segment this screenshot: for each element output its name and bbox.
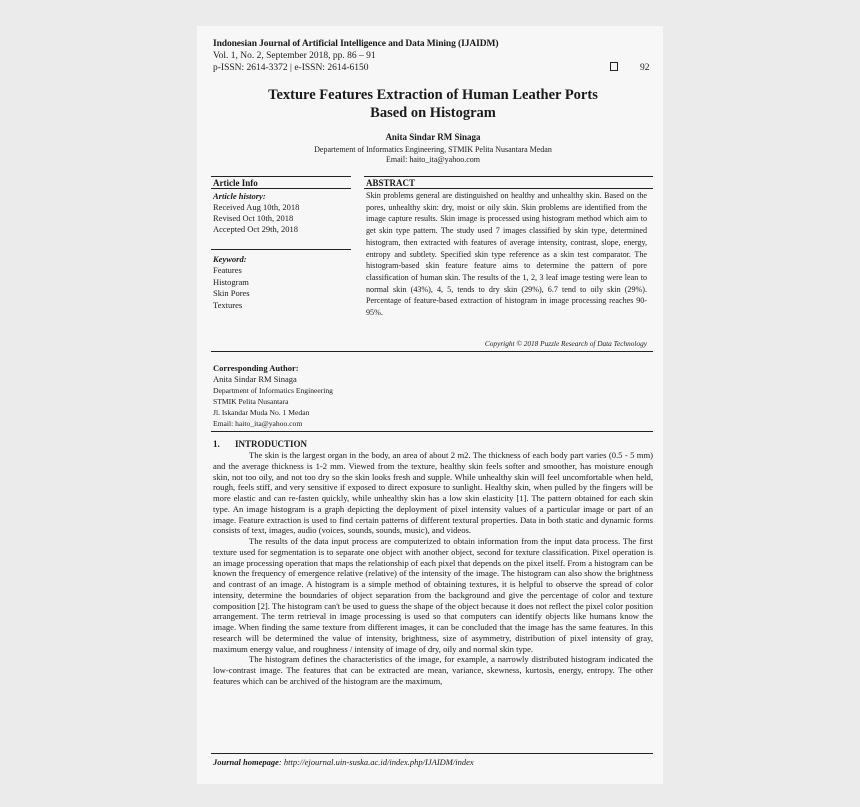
accepted-date: Accepted Oct 29th, 2018 <box>213 224 298 234</box>
paper-title <box>213 86 653 122</box>
author-email: Email: haito_ita@yahoo.com <box>385 155 480 164</box>
corresponding-bottom-rule <box>211 431 653 432</box>
journal-name: Indonesian Journal of Artificial Intelligence and Data Mining (IJAIDM) <box>213 39 499 49</box>
abstract-top-rule <box>364 176 653 177</box>
section-heading <box>213 439 307 449</box>
paper-title-line-1: Texture Features Extraction of Human Leather Ports <box>268 87 598 103</box>
introduction-body <box>213 450 653 687</box>
journal-issn: p-ISSN: 2614-3372 | e-ISSN: 2614-6150 <box>213 63 369 73</box>
paper-title-line-2: Based on Histogram <box>370 105 496 121</box>
author-name: Anita Sindar RM Sinaga <box>385 132 481 142</box>
keyword-item: Textures <box>213 300 243 310</box>
section-title: INTRODUCTION <box>235 439 308 449</box>
corresponding-department: Department of Informatics Engineering <box>213 386 333 395</box>
info-top-rule <box>211 176 351 177</box>
footer-rule <box>211 753 653 754</box>
body-paragraph: The results of the data input process are computerized to obtain information from the input data process. The first texture used for segmentation is to separate one object with another object, second for texture classification. Pixel operation is an image processing operation that maps the relationship of each pixel that depends on the pixel itself. From a histogram can be known the frequency of emergence relative (relative) of the intensity of the image. The histogram can also show the brightness and contrast of an image. A histogram is a simple method of obtaining textures, it is helpful to observe the spread of color intensity, determine the boundaries of object separation from the background and give the percentage of color and texture composition [2]. The histogram can't be used to guess the shape of the object because it does not reflect the pixel color position arrangement. The term retrieval in image processing is used so that computers can identify objects like humans know the image. When finding the same texture from different images, it can be concluded that the image has the same features. In this research will be determined the value of intensity, brightness, size of asymmetry, distribution of pixel intensity of gray, maximum energy value, and roughness / intensity of image of dry, oily and normal skin type. <box>213 536 653 654</box>
homepage-link[interactable]: http://ejournal.uin-suska.ac.id/index.php/IJAIDM/index <box>283 757 474 767</box>
received-date: Received Aug 10th, 2018 <box>213 202 300 212</box>
homepage-label: Journal homepage <box>213 757 279 767</box>
revised-date: Revised Oct 10th, 2018 <box>213 213 294 223</box>
keyword-item: Histogram <box>213 277 249 287</box>
page-number: 92 <box>640 63 650 73</box>
journal-homepage <box>213 757 474 767</box>
copyright-notice: Copyright © 2018 Puzzle Research of Data Technology <box>484 339 647 348</box>
homepage-colon: : <box>278 757 284 767</box>
keyword-item: Features <box>213 265 242 275</box>
journal-volume: Vol. 1, No. 2, September 2018, pp. 86 – 91 <box>213 51 376 61</box>
abstract-header-rule <box>364 188 653 189</box>
info-header-rule <box>211 188 351 189</box>
square-icon <box>610 62 618 71</box>
keyword-item: Skin Pores <box>213 288 250 298</box>
author-affiliation: Departement of Informatics Engineering, STMIK Pelita Nusantara Medan <box>314 145 552 154</box>
corresponding-author-title: Corresponding Author: <box>213 363 299 373</box>
corresponding-email: Email: haito_ita@yahoo.com <box>213 419 303 428</box>
history-divider <box>211 249 351 250</box>
keyword-title: Keyword: <box>213 254 247 264</box>
article-history-title: Article history: <box>213 191 266 201</box>
info-bottom-rule <box>211 351 653 352</box>
corresponding-name: Anita Sindar RM Sinaga <box>213 374 297 384</box>
abstract-text: Skin problems general are distinguished on healthy and unhealthy skin. Based on the pores, unhealthy skin: dry, moist or oily skin. Skin problems are identified from the image capture results. Skin image is processed using histogram method which aim to get skin type pattern. The study used 7 images classified by skin type, determined histogram, then extracted with features of average intensity, contrast, slope, energy, entropy and subtlety. Specified skin type reference as a skin test comparator. The histogram-based skin feature feature aims to determine the pattern of pore classification of human skin. The results of the 1, 2, 3 leaf image testing were lean to normal skin (43%), 4, 5, tends to dry skin (29%), 6.7 tend to oily skin (29%). Percentage of feature-based extraction of histogram in image processing reaches 90-95%. <box>366 191 647 318</box>
body-paragraph: The skin is the largest organ in the body, an area of about 2 m2. The thickness of each body part varies (0.5 - 5 mm) and the average thickness is 1-2 mm. Viewed from the texture, healthy skin feels softer and smoother, has moisture enough skin, not too oily, and not too dry so the skin looks fresh and supple. While unhealthy skin will feel uncomfortable when held, rough, feels stiff, and very sensitive if exposed to direct exposure to sunlight. Healthy skin, when pulled by the fingers will be more elastic and can re-fasten quickly, while unhealthy skin has a low skin elasticity [1]. The pattern obtained for each skin type. An image histogram is a graph depicting the deployment of pixel intensity values of a particular image or part of an image. Feature extraction is used to find certain patterns of different textural properties. Data in both static and dynamic forms consists of text, images, audio (voices, sounds, sounds, music), and videos. <box>213 450 653 536</box>
body-paragraph: The histogram defines the characteristics of the image, for example, a narrowly distributed histogram indicated the low-contrast image. The features that can be extracted are mean, variance, skewness, kurtosis, energy, entropy. The other features which can be archived of the histogram are the maximum, <box>213 654 653 686</box>
article-info-title: Article Info <box>213 178 258 188</box>
corresponding-institution: STMIK Pelita Nusantara <box>213 397 289 406</box>
abstract-title: ABSTRACT <box>366 178 416 188</box>
section-number: 1. <box>213 439 220 449</box>
corresponding-address: Jl. Iskandar Muda No. 1 Medan <box>213 408 310 417</box>
